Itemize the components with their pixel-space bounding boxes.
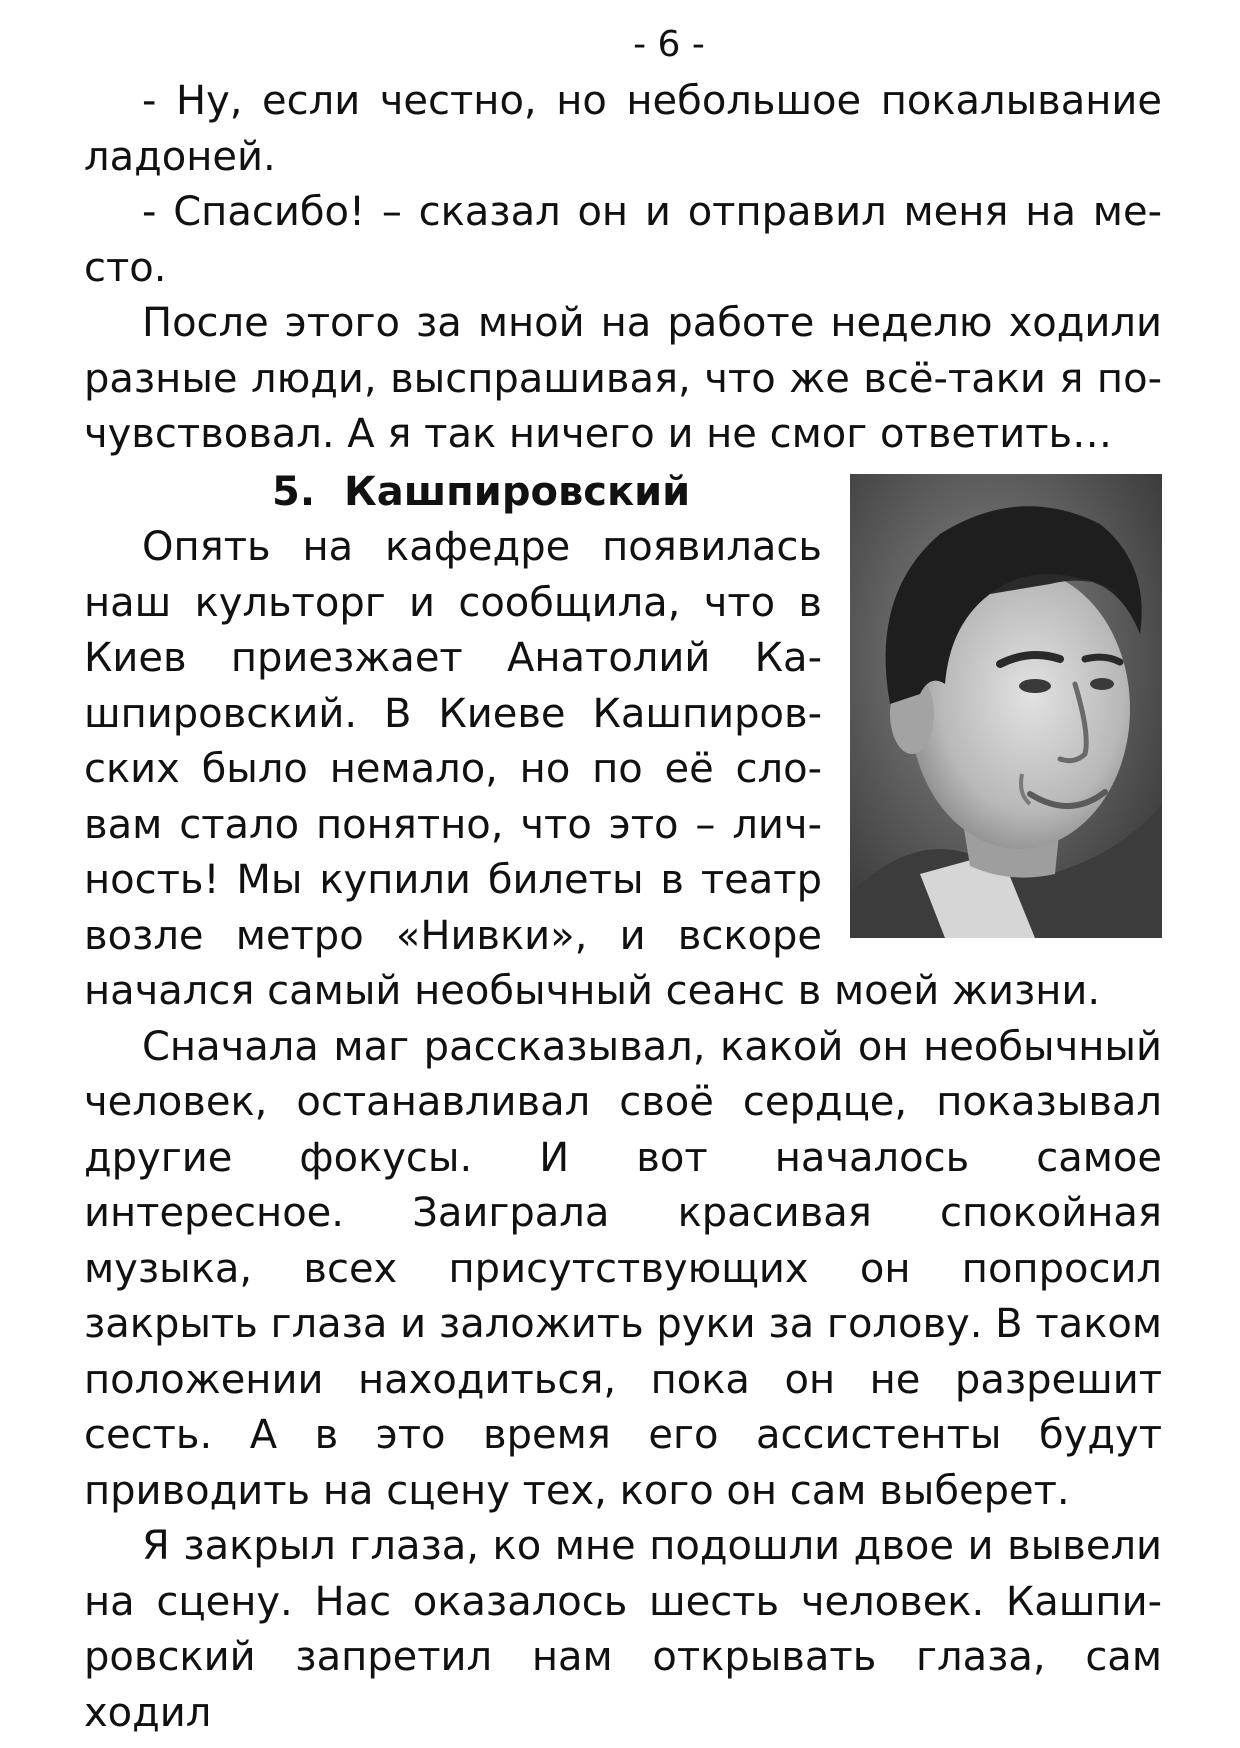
- section-number: 5.: [272, 468, 316, 515]
- paragraph: Сначала маг рассказывал, какой он необычный человек, останавливал своё сердце, показывал другие фокусы. И вот началось самое интересное. Заиграла красивая спокойная музыка, всех присутствующих он попросил закрыть глаза и заложить руки за голову. В таком положении находиться, пока он не разрешит сесть. А в это время его ассистенты будут приводить на сцену тех, кого он сам выберет.: [84, 1023, 1162, 1514]
- document-page: [84, 20, 1162, 1741]
- paragraph: После этого за мной на работе неделю ходили разные люди, выспрашивая, что же всё-таки я почувствовал. А я так ничего и не смог ответить…: [84, 300, 1162, 457]
- portrait-photo-icon: [850, 474, 1162, 938]
- section-heading: [272, 465, 792, 521]
- paragraph: - Ну, если честно, но небольшое покалывание ладоней.: [84, 78, 1162, 180]
- paragraph: - Спасибо! – сказал он и отправил меня на место.: [84, 189, 1162, 291]
- page-number: - 6 -: [633, 24, 705, 65]
- paragraph: Я закрыл глаза, ко мне подошли двое и вывели на сцену. Нас оказалось шесть человек. Кашпировский запретил нам открывать глаза, сам ходил: [84, 1523, 1162, 1736]
- paragraph: Опять на кафедре появилась наш культорг и сообщила, что в Киев приезжает Анатолий Кашпировский. В Киеве Кашпировских было немало, но по её словам стало понятно, что это – личность! Мы купили билеты в театр возле метро «Нивки», и вскоре начался самый необычный сеанс в моей жизни.: [84, 524, 1101, 1014]
- section-title: Кашпировский: [344, 468, 691, 515]
